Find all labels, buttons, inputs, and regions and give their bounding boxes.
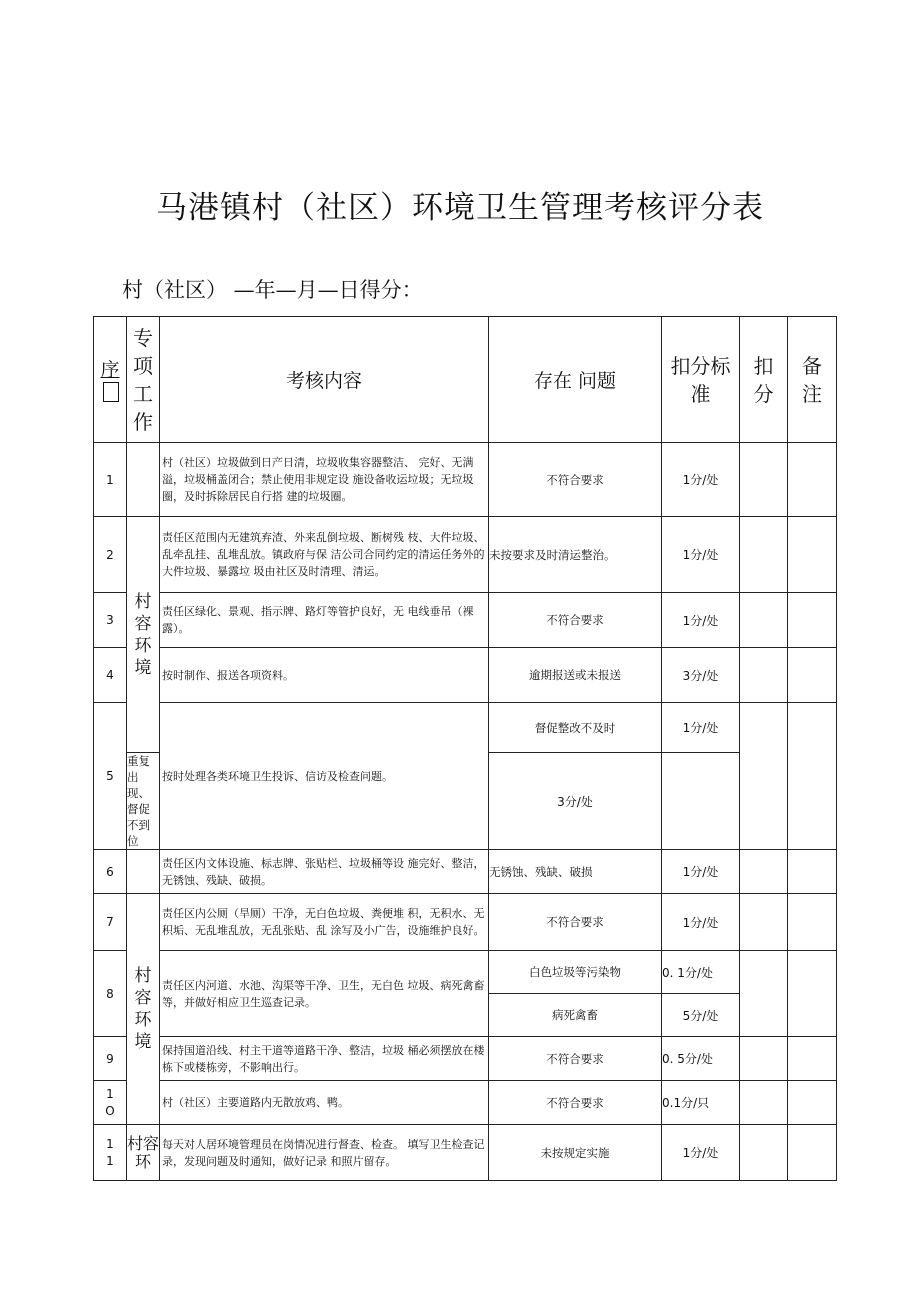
deduct-cell[interactable]	[740, 517, 788, 593]
row-number: 6	[94, 850, 127, 894]
deduct-cell[interactable]	[740, 593, 788, 648]
table-row	[94, 703, 837, 753]
row-number: 1 O	[94, 1081, 127, 1125]
row-number: 1 1	[94, 1125, 127, 1181]
remark-cell[interactable]	[788, 951, 837, 1037]
table-row	[94, 593, 837, 648]
row-issue: 逾期报送或未报送	[489, 648, 662, 703]
header-standard: 扣分标准	[662, 317, 740, 443]
page-title: 马港镇村（社区）环境卫生管理考核评分表	[156, 190, 764, 226]
row-content: 按时处理各类环境卫生投诉、信访及检查问题。	[160, 703, 489, 850]
table-row	[94, 1125, 837, 1181]
row-content: 责任区范围内无建筑弃渣、外来乱倒垃圾、断树残 枝、大件垃圾、乱牵乱挂、乱堆乱放。镇政府与保 洁公司合同约定的清运任务外的大件垃圾、暴露垃 圾由社区及时清理、清运。	[160, 517, 489, 593]
category-cell-empty	[127, 850, 160, 894]
row-content: 村（社区）垃圾做到日产日清，垃圾收集容器整洁、 完好、无满溢，垃圾桶盖闭合；禁止使用非规定设 施设备收运垃圾；无垃圾圈，及时拆除居民自行搭 建的垃圾圈。	[160, 443, 489, 517]
remark-cell[interactable]	[788, 894, 837, 951]
table-row	[94, 517, 837, 593]
row-issue: 未按要求及时清运整治。	[489, 517, 662, 593]
remark-cell[interactable]	[788, 1125, 837, 1181]
header-remark: 备注	[788, 317, 837, 443]
row-standard: 1分/处	[662, 443, 740, 517]
row-content: 责任区绿化、景观、指示牌、路灯等管护良好，无 电线垂吊（裸露）。	[160, 593, 489, 648]
deduct-cell[interactable]	[740, 1037, 788, 1081]
table-row	[94, 894, 837, 951]
remark-cell[interactable]	[788, 1081, 837, 1125]
row-content: 按时制作、报送各项资料。	[160, 648, 489, 703]
row-standard: 3分/处	[662, 648, 740, 703]
remark-cell[interactable]	[788, 703, 837, 850]
row-number: 9	[94, 1037, 127, 1081]
row-standard: 3分/处	[489, 753, 662, 850]
row-content: 责任区内文体设施、标志牌、张贴栏、垃圾桶等设 施完好、整洁，无锈蚀、残缺、破损。	[160, 850, 489, 894]
row-content: 保持国道沿线、村主干道等道路干净、整洁，垃圾 桶必须摆放在楼栋下或楼栋旁，不影响出行。	[160, 1037, 489, 1081]
table-row	[94, 951, 837, 994]
deduct-cell[interactable]	[740, 894, 788, 951]
row-issue: 未按规定实施	[489, 1125, 662, 1181]
remark-cell[interactable]	[788, 593, 837, 648]
deduct-cell[interactable]	[740, 1081, 788, 1125]
row-standard: 0. 1分/处	[662, 951, 740, 994]
deduct-cell[interactable]	[740, 443, 788, 517]
row-standard: 1分/处	[662, 593, 740, 648]
row-content: 每天对人居环境管理员在岗情况进行督查、检查。 填写卫生检查记录，发现问题及时通知，做好记录 和照片留存。	[160, 1125, 489, 1181]
row-number: 3	[94, 593, 127, 648]
table-row	[94, 1037, 837, 1081]
header-issue: 存在 问题	[489, 317, 662, 443]
row-issue: 不符合要求	[489, 1081, 662, 1125]
table-row	[94, 1081, 837, 1125]
remark-cell[interactable]	[788, 443, 837, 517]
row-issue: 白色垃圾等污染物	[489, 951, 662, 994]
row-standard: 1分/处	[662, 703, 740, 753]
deduct-cell[interactable]	[740, 951, 788, 1037]
score-header-line: 村（社区） —年—月—日得分：	[122, 278, 423, 302]
row-standard: 0. 5分/处	[662, 1037, 740, 1081]
row-standard: 1分/处	[662, 517, 740, 593]
table-row	[94, 443, 837, 517]
category-cell-empty	[127, 443, 160, 517]
row-standard: 1分/处	[662, 850, 740, 894]
row-number: 7	[94, 894, 127, 951]
header-content: 考核内容	[160, 317, 489, 443]
row-issue: 不符合要求	[489, 1037, 662, 1081]
row-standard: 1分/处	[662, 894, 740, 951]
row-issue: 病死禽畜	[489, 994, 662, 1037]
row-issue: 不符合要求	[489, 593, 662, 648]
table-row	[94, 648, 837, 703]
header-deduct: 扣分	[740, 317, 788, 443]
row-standard: 5分/处	[662, 994, 740, 1037]
row-content: 村（社区）主要道路内无散放鸡、鸭。	[160, 1081, 489, 1125]
row-issue: 不符合要求	[489, 894, 662, 951]
row-issue: 重复出现、督促不到位	[127, 753, 160, 850]
scoring-table-wrapper	[93, 316, 837, 1181]
header-category: 专项工作	[127, 317, 160, 443]
deduct-cell[interactable]	[740, 648, 788, 703]
category-cell: 村容环	[127, 1125, 160, 1181]
deduct-cell[interactable]	[740, 703, 788, 850]
deduct-cell[interactable]	[740, 1125, 788, 1181]
row-standard: 1分/处	[662, 1125, 740, 1181]
row-content: 责任区内公厕（旱厕）干净，无白色垃圾、粪便堆 积，无积水、无积垢、无乱堆乱放，无乱张贴、乱 涂写及小广告，设施维护良好。	[160, 894, 489, 951]
row-issue: 督促整改不及时	[489, 703, 662, 753]
row-number: 4	[94, 648, 127, 703]
header-seq: 序	[94, 317, 127, 443]
row-content: 责任区内河道、水池、沟渠等干净、卫生，无白色 垃圾、病死禽畜等，并做好相应卫生巡查记录。	[160, 951, 489, 1037]
row-number: 8	[94, 951, 127, 1037]
row-issue: 无锈蚀、残缺、破损	[489, 850, 662, 894]
row-number: 2	[94, 517, 127, 593]
scoring-table	[93, 316, 837, 1181]
table-row	[94, 850, 837, 894]
remark-cell[interactable]	[788, 517, 837, 593]
row-standard: 0.1分/只	[662, 1081, 740, 1125]
deduct-cell[interactable]	[740, 850, 788, 894]
row-number: 1	[94, 443, 127, 517]
row-number: 5	[94, 703, 127, 850]
category-cell: 村容环境	[127, 517, 160, 753]
remark-cell[interactable]	[788, 850, 837, 894]
remark-cell[interactable]	[788, 1037, 837, 1081]
category-cell: 村容环境	[127, 894, 160, 1125]
remark-cell[interactable]	[788, 648, 837, 703]
header-row	[94, 317, 837, 443]
row-issue: 不符合要求	[489, 443, 662, 517]
